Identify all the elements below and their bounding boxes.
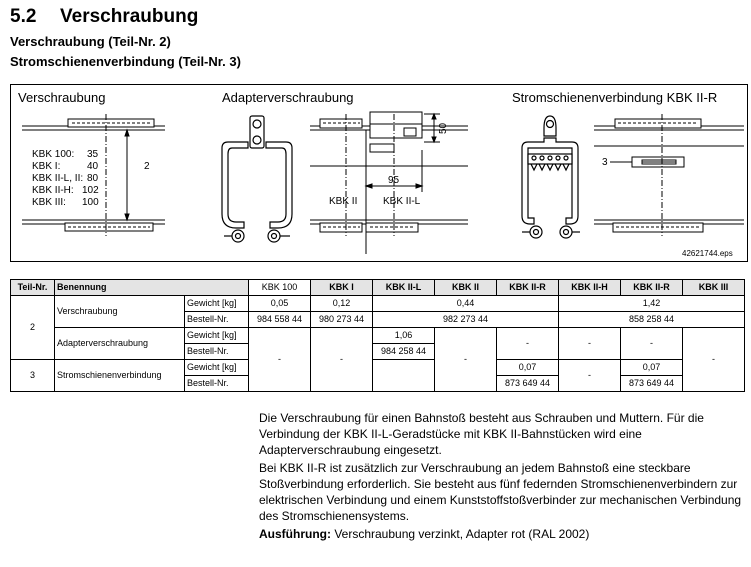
fig-label-verschraubung: Verschraubung bbox=[18, 90, 106, 105]
section-title: Verschraubung bbox=[60, 6, 199, 27]
cell-label: Bestell-Nr. bbox=[185, 344, 249, 360]
ausfuehrung-text: Verschraubung verzinkt, Adapter rot (RAL 2002) bbox=[330, 527, 590, 541]
paragraph-1: Die Verschraubung für einen Bahnstoß besteht aus Schrauben und Muttern. Für die Verbindung der KBK II-L-Geradstücke mit KBK II-Bahnstücken wird eine Adapterverschraubung eingesetzt. bbox=[259, 411, 704, 457]
file-reference: 42621744.eps bbox=[682, 249, 733, 258]
cell-value: 0,07 bbox=[621, 360, 683, 376]
paragraph-2: Bei KBK II-R ist zusätzlich zur Verschraubung an jedem Bahnstoß eine steckbare Stoßverbindung erforderlich. Sie besteht aus fünf federnden Stromschienenverbindern zur elektrischen Verbindung und einem Kunststoffstoßverbinder zur mechanischen Verbindung des Stromschienensystems. bbox=[259, 461, 742, 523]
cell-dash: - bbox=[497, 328, 559, 360]
cell-value: 984 258 44 bbox=[373, 344, 435, 360]
subtitle-verschraubung: Verschraubung (Teil-Nr. 2) bbox=[10, 34, 171, 49]
cell-dash: - bbox=[435, 328, 497, 392]
cell-value: 873 649 44 bbox=[621, 376, 683, 392]
cell-label: Gewicht [kg] bbox=[185, 360, 249, 376]
dim-50: 50 bbox=[438, 122, 449, 134]
svg-text:KBK III:: KBK III: bbox=[32, 197, 66, 208]
cell-dash: - bbox=[559, 360, 621, 392]
cell-name: Verschraubung bbox=[55, 296, 185, 328]
col-header: KBK II-H bbox=[559, 280, 621, 296]
cell-label: Bestell-Nr. bbox=[185, 376, 249, 392]
col-header: KBK II-L bbox=[373, 280, 435, 296]
cell-value: 0,12 bbox=[311, 296, 373, 312]
svg-text:100: 100 bbox=[82, 197, 99, 208]
cell-value: 1,42 bbox=[559, 296, 745, 312]
col-header: KBK I bbox=[311, 280, 373, 296]
parts-table bbox=[10, 279, 745, 392]
cell-value: 0,07 bbox=[497, 360, 559, 376]
table-row bbox=[11, 328, 745, 344]
cell-value: 873 649 44 bbox=[497, 376, 559, 392]
cell-value: 982 273 44 bbox=[373, 312, 559, 328]
cell-value: 858 258 44 bbox=[559, 312, 745, 328]
subtitle-stromschienenverbindung: Stromschienenverbindung (Teil-Nr. 3) bbox=[10, 54, 241, 69]
cell-dash: - bbox=[559, 328, 621, 360]
body-text bbox=[259, 410, 744, 544]
cell-value: 0,44 bbox=[373, 296, 559, 312]
svg-text:102: 102 bbox=[82, 185, 99, 196]
cell-value: 980 273 44 bbox=[311, 312, 373, 328]
dim-list bbox=[32, 149, 99, 208]
cell-label: Gewicht [kg] bbox=[185, 328, 249, 344]
table-header-row bbox=[11, 280, 745, 296]
col-header: Benennung bbox=[55, 280, 249, 296]
col-header: Teil-Nr. bbox=[11, 280, 55, 296]
fig-label-kbk2r: Stromschienenverbindung KBK II-R bbox=[512, 90, 718, 105]
cell-dash: - bbox=[311, 328, 373, 392]
cell-value: 1,06 bbox=[373, 328, 435, 344]
cell-label: Gewicht [kg] bbox=[185, 296, 249, 312]
col-header: KBK II bbox=[435, 280, 497, 296]
cell-name: Stromschienenverbindung bbox=[55, 360, 185, 392]
col-header: KBK 100 bbox=[249, 280, 311, 296]
svg-text:KBK I:: KBK I: bbox=[32, 161, 61, 172]
callout-2: 2 bbox=[144, 161, 150, 172]
cell-empty bbox=[373, 360, 435, 392]
cell-dash: - bbox=[621, 328, 683, 360]
svg-text:KBK II-L, II:: KBK II-L, II: bbox=[32, 173, 84, 184]
label-kbk2l: KBK II-L bbox=[383, 196, 421, 207]
svg-text:KBK II-H:: KBK II-H: bbox=[32, 185, 74, 196]
svg-text:35: 35 bbox=[87, 149, 99, 160]
label-kbk2: KBK II bbox=[329, 196, 358, 207]
col-header: KBK II-R bbox=[621, 280, 683, 296]
cell-dash: - bbox=[249, 328, 311, 392]
svg-text:80: 80 bbox=[87, 173, 99, 184]
paragraph-ausfuehrung bbox=[259, 526, 744, 542]
cell-label: Bestell-Nr. bbox=[185, 312, 249, 328]
ausfuehrung-label: Ausführung: bbox=[259, 527, 331, 541]
svg-text:KBK 100:: KBK 100: bbox=[32, 149, 75, 160]
technical-drawing bbox=[10, 84, 748, 262]
cell-value: 984 558 44 bbox=[249, 312, 311, 328]
table-row bbox=[11, 360, 745, 376]
col-header: KBK III bbox=[683, 280, 745, 296]
cell-value: 0,05 bbox=[249, 296, 311, 312]
cell-dash: - bbox=[683, 328, 745, 392]
col-header: KBK II-R bbox=[497, 280, 559, 296]
table-row bbox=[11, 296, 745, 312]
svg-text:40: 40 bbox=[87, 161, 99, 172]
fig-label-adapter: Adapterverschraubung bbox=[222, 90, 354, 105]
cell-part-number: 2 bbox=[11, 296, 55, 360]
section-number: 5.2 bbox=[10, 6, 37, 27]
cell-name: Adapterverschraubung bbox=[55, 328, 185, 360]
callout-3: 3 bbox=[602, 157, 608, 168]
dim-95: 95 bbox=[388, 175, 400, 186]
cell-part-number: 3 bbox=[11, 360, 55, 392]
